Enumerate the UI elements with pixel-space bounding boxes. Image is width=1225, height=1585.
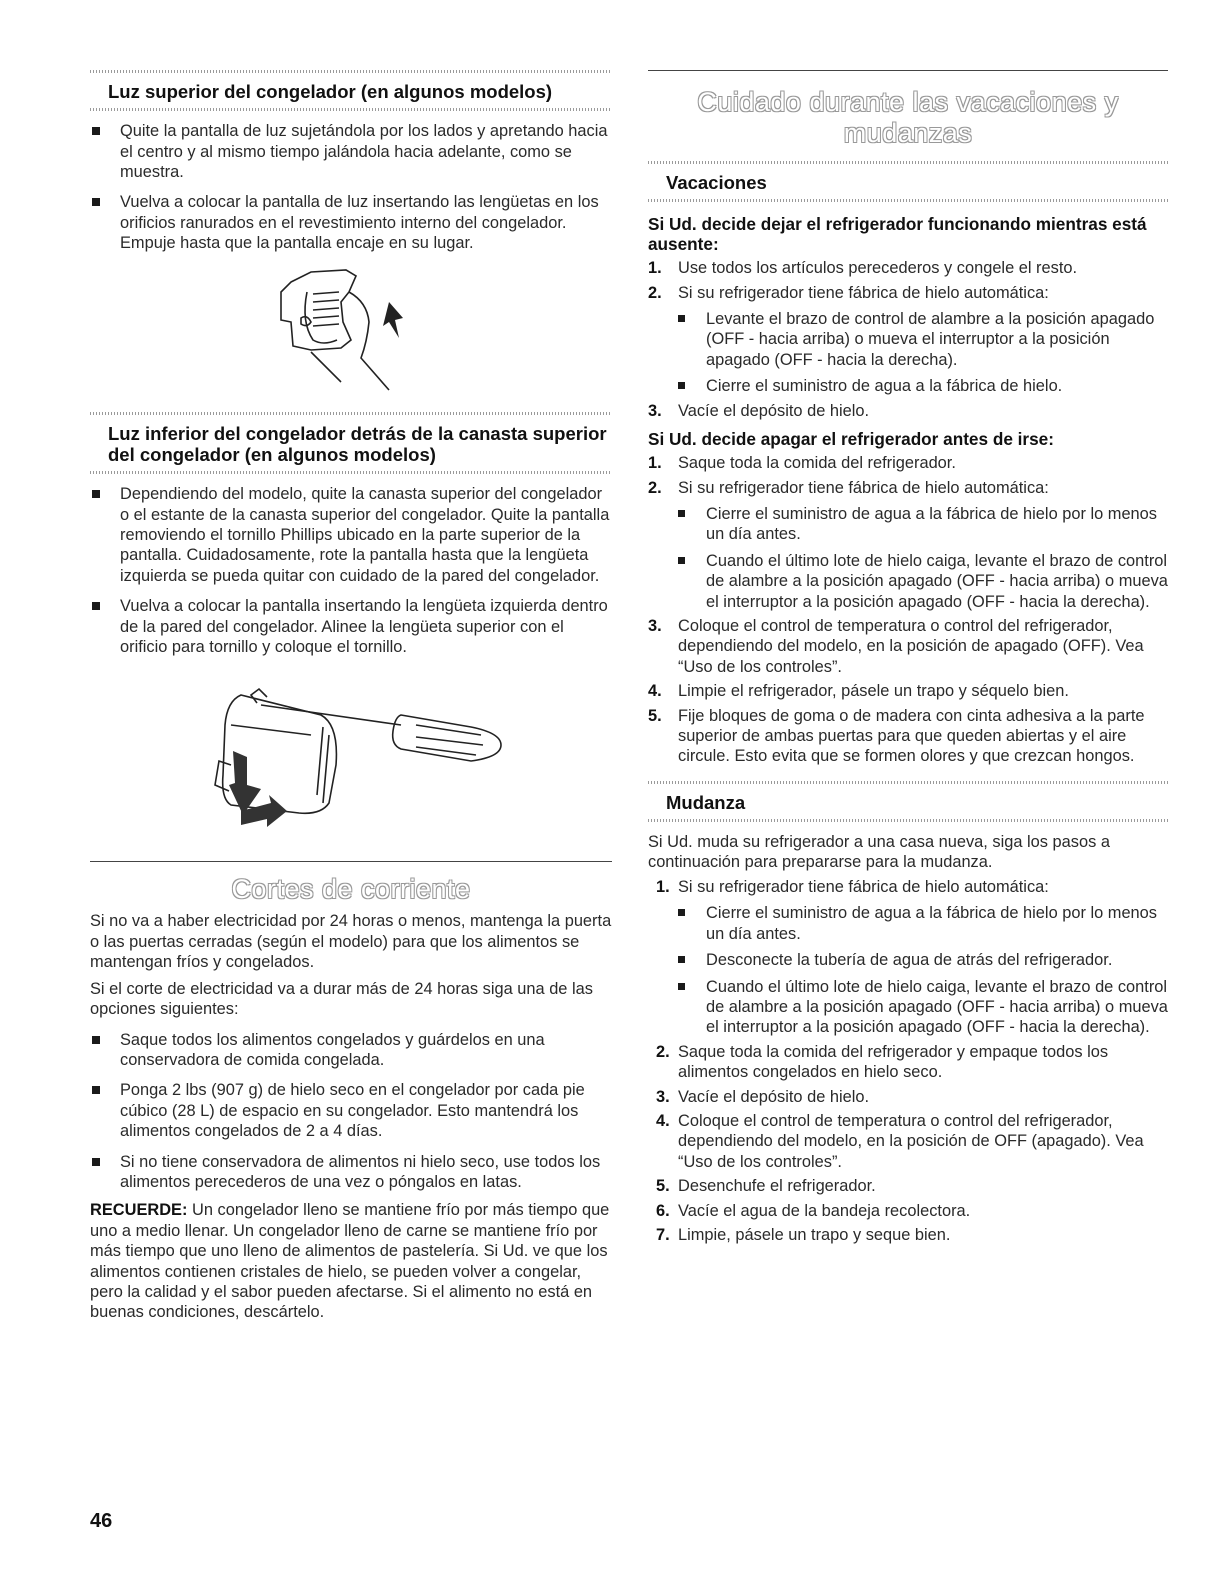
numbered-item: 4. Coloque el control de temperatura o control del refrigerador, dependiendo del modelo, en la posición de OFF (apagado). Vea “Uso de los controles”.	[656, 1111, 1144, 1171]
power-outage-title: Cortes de corriente	[231, 874, 471, 905]
numbered-item: 7. Limpie, pásele un trapo y seque bien.	[656, 1225, 951, 1244]
numbered-item: 3. Vacíe el depósito de hielo.	[648, 401, 870, 420]
numbered-item: 1. Use todos los artículos perecederos y congele el resto.	[648, 259, 1078, 278]
remember-label: RECUERDE:	[90, 1201, 188, 1220]
divider	[648, 819, 1168, 822]
section-title-lower-light: Luz inferior del congelador detrás de la canasta superior del congelador (en algunos modelos)	[108, 422, 607, 465]
bullet-item: Dependiendo del modelo, quite la canasta superior del congelador o el estante de la canasta superior del congelador. Quite la pantalla removiendo el tornillo Phillips ubicado en la parte superior de la pantalla. Cuidadosamente, rote la pantalla hasta que la lengüeta izquierda se pueda quitar con cuidado de la pared del congelador.	[90, 484, 612, 586]
sub-bullet-item: Cierre el suministro de agua a la fábrica de hielo por lo menos un día antes.	[648, 903, 1168, 944]
sub-bullet-item: Levante el brazo de control de alambre a la posición apagado (OFF - hacia arriba) o mueva el interruptor a la posición apagado (OFF - hacia la derecha).	[648, 309, 1168, 370]
numbered-item: 4. Limpie el refrigerador, pásele un trapo y séquelo bien.	[648, 682, 1069, 701]
bullet-item: Si no tiene conservadora de alimentos ni hielo seco, use todos los alimentos perecederos de una vez o póngalos en latas.	[90, 1152, 612, 1193]
numbered-item: 1. Si su refrigerador tiene fábrica de hielo automática:	[656, 877, 1049, 896]
divider	[90, 108, 612, 111]
page-number: 46	[90, 1510, 113, 1532]
bullet-item: Vuelva a colocar la pantalla de luz insertando las lengüetas en los orificios ranurados en el revestimiento interno del congelador. Empuje hasta que la pantalla encaje en su lugar.	[90, 192, 612, 253]
numbered-item: 5. Fije bloques de goma o de madera con cinta adhesiva a la parte superior de ambas puertas para que queden abiertas y el aire circule. Esto evita que se formen olores y que crezcan hongos.	[648, 706, 1145, 766]
vacation-moving-title: Cuidado durante las vacaciones y mudanzas	[697, 87, 1119, 148]
section-title-upper-light: Luz superior del congelador (en algunos modelos)	[108, 81, 553, 102]
subheading: Si Ud. decide dejar el refrigerador funcionando mientras está ausente:	[648, 214, 1147, 255]
divider	[648, 70, 1168, 71]
numbered-item: 1. Saque toda la comida del refrigerador.	[648, 454, 956, 473]
numbered-item: 3. Coloque el control de temperatura o control del refrigerador, dependiendo del modelo, en la posición de apagado (OFF). Vea “Uso de los controles”.	[648, 616, 1144, 676]
subheading: Si Ud. decide apagar el refrigerador antes de irse:	[648, 429, 1054, 450]
paragraph: Si Ud. muda su refrigerador a una casa nueva, siga los pasos a continuación para prepararse para la mudanza.	[648, 833, 1110, 872]
numbered-item: 6. Vacíe el agua de la bandeja recolectora.	[656, 1201, 971, 1220]
moving-title: Mudanza	[666, 791, 746, 813]
screwdriver-shield-illustration	[171, 665, 531, 845]
bullet-item: Vuelva a colocar la pantalla insertando la lengüeta izquierda dentro de la pared del congelador. Alinee la lengüeta superior con el orificio para tornillo y coloque el tornillo.	[90, 596, 612, 657]
remember-text: Un congelador lleno se mantiene frío por más tiempo que uno a medio llenar. Un congelador lleno de carne se mantiene frío por más tiempo que uno lleno de alimentos de pastelería. Si Ud. ve que los alimentos contienen cristales de hielo, se pueden volver a congelar, pero la calidad y el sabor pueden afectarse. Si el alimento no está en buenas condiciones, descártelo.	[90, 1201, 610, 1322]
divider	[90, 861, 612, 862]
sub-bullet-item: Cuando el último lote de hielo caiga, levante el brazo de control de alambre a la posición apagado (OFF - hacia arriba) o mueva el interruptor a la posición apagado (OFF - hacia la derecha).	[648, 551, 1168, 612]
left-column	[90, 70, 612, 1323]
right-column	[648, 70, 1168, 1245]
sub-bullet-item: Cierre el suministro de agua a la fábrica de hielo.	[648, 376, 1168, 396]
numbered-item: 2. Saque toda la comida del refrigerador y empaque todos los alimentos congelados en hielo seco.	[656, 1042, 1109, 1082]
paragraph: Si el corte de electricidad va a durar más de 24 horas siga una de las opciones siguientes:	[90, 979, 593, 1019]
divider	[90, 471, 612, 474]
numbered-item: 2. Si su refrigerador tiene fábrica de hielo automática:	[648, 478, 1049, 497]
light-shield-removal-illustration	[271, 262, 431, 402]
bullet-item: Quite la pantalla de luz sujetándola por los lados y apretando hacia el centro y al mismo tiempo jalándola hacia adelante, como se muestra.	[90, 121, 612, 182]
numbered-item: 3. Vacíe el depósito de hielo.	[656, 1087, 870, 1106]
sub-bullet-item: Desconecte la tubería de agua de atrás del refrigerador.	[648, 950, 1168, 970]
divider	[648, 199, 1168, 202]
paragraph: Si no va a haber electricidad por 24 horas o menos, mantenga la puerta o las puertas cerradas (según el modelo) para que los alimentos se mantengan fríos y congelados.	[90, 912, 612, 972]
sub-bullet-item: Cierre el suministro de agua a la fábrica de hielo por lo menos un día antes.	[648, 504, 1168, 545]
numbered-item: 2. Si su refrigerador tiene fábrica de hielo automática:	[648, 283, 1049, 302]
remember-note	[90, 1200, 612, 1322]
bullet-item: Saque todos los alimentos congelados y guárdelos en una conservadora de comida congelada.	[90, 1030, 612, 1071]
bullet-item: Ponga 2 lbs (907 g) de hielo seco en el congelador por cada pie cúbico (28 L) de espacio en su congelador. Esto mantendrá los alimentos congelados de 2 a 4 días.	[90, 1080, 612, 1141]
numbered-item: 5. Desenchufe el refrigerador.	[656, 1177, 876, 1196]
vacations-title: Vacaciones	[666, 172, 767, 193]
sub-bullet-item: Cuando el último lote de hielo caiga, levante el brazo de control de alambre a la posición apagado (OFF - hacia arriba) o mueva el interruptor a la posición apagado (OFF - hacia la derecha).	[648, 977, 1168, 1038]
